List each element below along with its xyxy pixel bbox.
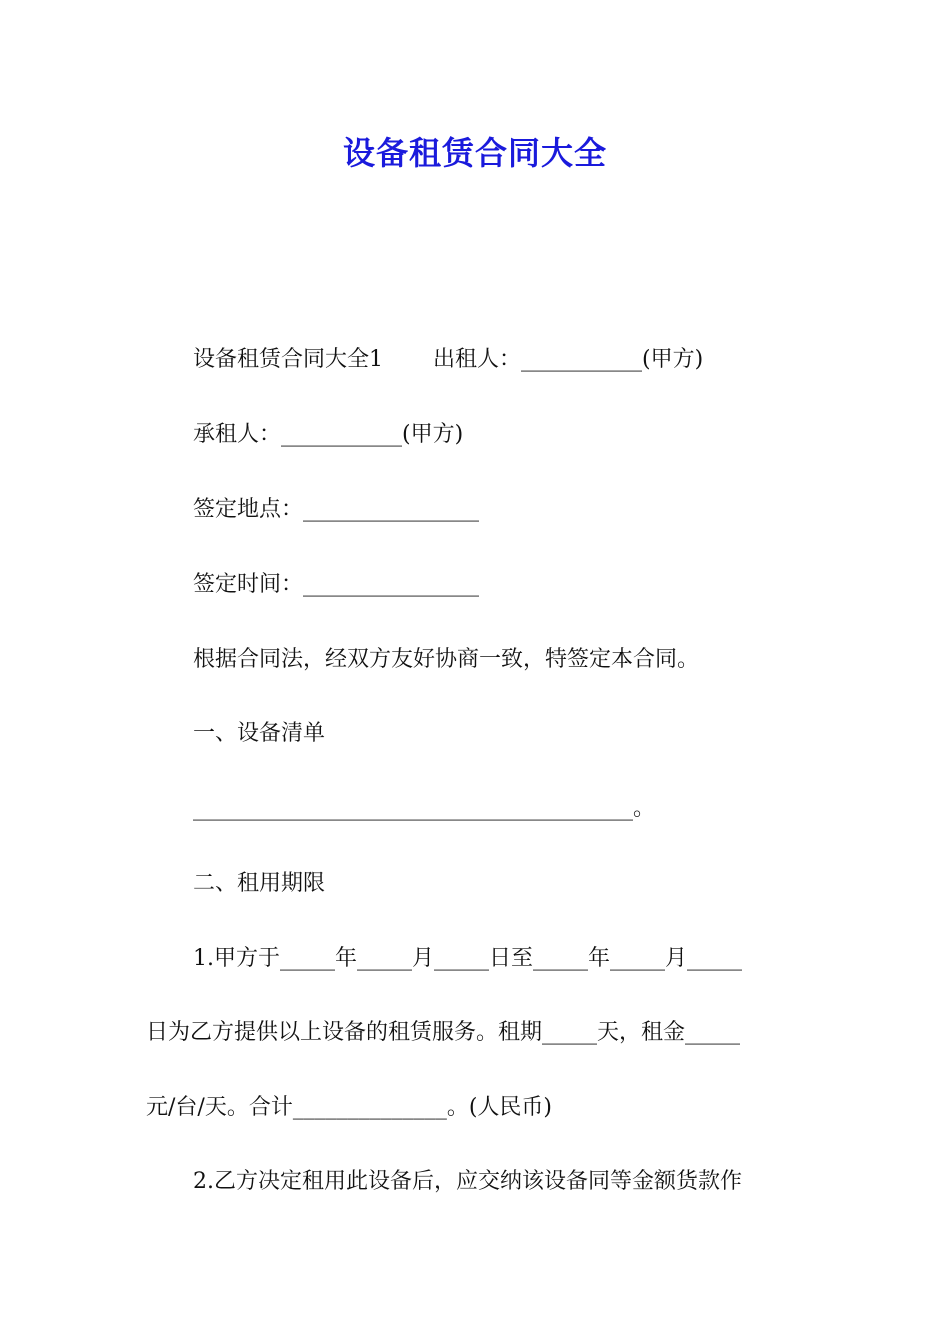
equipment-list-blank: ________________________________________。: [193, 796, 656, 821]
page-title: 设备租赁合同大全: [342, 134, 607, 172]
signing-place-field: 签定地点：________________: [193, 497, 480, 522]
signing-time-field: 签定时间：________________: [193, 572, 480, 597]
clause-1-line-3: 元/台/天。合计______________。(人民币): [146, 1095, 552, 1120]
clause-1-line-1: 1.甲方于_____年_____月_____日至_____年_____月_____: [193, 946, 742, 971]
preamble-paragraph: 根据合同法，经双方友好协商一致，特签定本合同。: [193, 647, 700, 672]
section-heading-rental-term: 二、租用期限: [193, 871, 326, 896]
contract-heading-line: [193, 345, 703, 375]
clause-2-line-1: 2.乙方决定租用此设备后，应交纳该设备同等金额货款作: [193, 1169, 742, 1194]
clause-1-line-2: 日为乙方提供以上设备的租赁服务。租期_____天，租金_____: [146, 1020, 741, 1045]
section-heading-equipment-list: 一、设备清单: [193, 721, 326, 746]
lessor-field: 出租人：___________(甲方): [433, 347, 704, 372]
lessee-field: 承租人：___________(甲方): [193, 422, 464, 447]
contract-number: 设备租赁合同大全1: [193, 347, 383, 372]
